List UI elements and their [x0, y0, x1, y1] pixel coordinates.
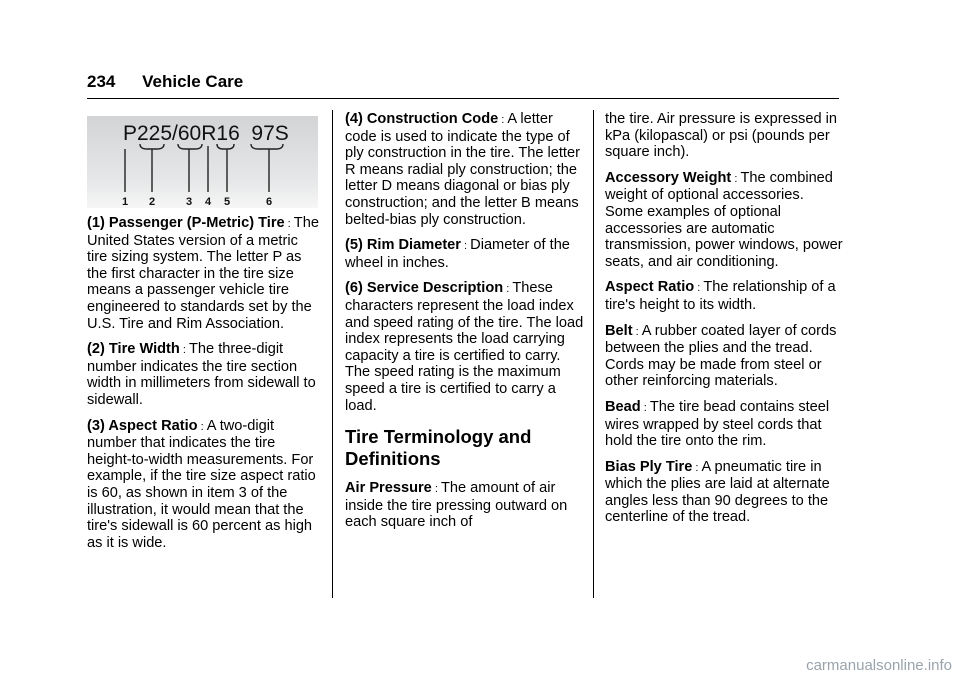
term: (4) Construction Code [345, 111, 499, 127]
term: (2) Tire Width [87, 341, 180, 358]
column-rule-1 [332, 110, 333, 598]
term-separator: : [460, 240, 471, 253]
section-header-title: Vehicle Care [142, 72, 244, 91]
term-separator: : [498, 114, 508, 126]
definition-bias-ply-tire [605, 459, 845, 526]
term: Accessory Weight [605, 169, 732, 186]
term-separator: : [503, 283, 513, 296]
definition-text: Diameter of the wheel in inches. [345, 237, 570, 271]
definition-tire-width [87, 341, 322, 408]
term: (6) Service Description [345, 280, 504, 297]
definition-passenger-tire [87, 215, 322, 332]
watermark-footer: carmanualsonline.info [806, 657, 952, 674]
callout-5: 5 [223, 196, 231, 208]
definition-aspect-ratio-item [87, 418, 322, 552]
term: Aspect Ratio [605, 279, 695, 296]
definition-bead [605, 399, 845, 450]
definition-accessory-weight [605, 170, 845, 271]
term-separator: : [694, 282, 704, 295]
callout-6: 6 [265, 196, 273, 208]
callout-3: 3 [185, 196, 193, 208]
section-title: Tire Terminology and Definitions [345, 426, 532, 470]
term: (3) Aspect Ratio [87, 417, 198, 434]
definition-text: The amount of air inside the tire pressing outward on each square inch of [345, 480, 568, 531]
column-2 [345, 108, 585, 540]
column-1 [87, 108, 322, 560]
definition-air-pressure [345, 480, 585, 531]
term-separator: : [179, 344, 190, 357]
term-separator: : [632, 325, 642, 338]
column-3 [605, 108, 845, 535]
callout-4: 4 [204, 196, 212, 208]
term-separator: : [197, 420, 207, 433]
definition-text: The three-digit number indicates the tire section width in millimeters from sidewall to sidewall. [87, 341, 316, 408]
callout-1: 1 [121, 196, 129, 208]
callout-2: 2 [148, 196, 156, 208]
term: (5) Rim Diameter [345, 237, 461, 254]
column-rule-2 [593, 110, 594, 598]
term: Belt [605, 322, 633, 339]
definition-text: A two-digit number that indicates the tire height-to-width measurements. For example, if the tire size aspect ratio is 60, as shown in item 3 of the illustration, it would mean that the tire's sidewall is 60 percent as high as it is wide. [87, 417, 316, 551]
tire-code-text: P225/60R16 97S [123, 122, 289, 145]
term-separator: : [692, 461, 702, 474]
tire-size-illustration [87, 116, 318, 208]
term: Bias Ply Tire [605, 458, 693, 475]
term-separator: : [284, 218, 294, 230]
definition-text: A letter code is used to indicate the type of ply construction in the tire. The letter R means radial ply construction; the letter D means diagonal or bias ply construction; and the letter B means belted-bias ply construction. [345, 111, 580, 228]
definition-text: These characters represent the load index and speed rating of the tire. The load index represents the load carrying capacity a tire is certified to carry. The speed rating is the maximum speed a tire is certified to carry a load. [345, 280, 584, 414]
term: Air Pressure [345, 480, 432, 497]
definition-text: A rubber coated layer of cords between the plies and the tread. Cords may be made from steel or other reinforcing materials. [605, 322, 837, 390]
term-separator: : [731, 172, 741, 185]
definition-text: The relationship of a tire's height to its width. [605, 279, 836, 313]
term-separator: : [431, 483, 441, 496]
air-pressure-continuation: the tire. Air pressure is expressed in kPa (kilopascal) or psi (pounds per square inch). [605, 111, 837, 161]
page-number: 234 [87, 72, 116, 91]
definition-aspect-ratio [605, 279, 845, 313]
definition-text: A pneumatic tire in which the plies are laid at alternate angles less than 90 degrees to the centerline of the tread. [605, 458, 830, 526]
definition-service-description [345, 280, 585, 414]
definition-text: The tire bead contains steel wires wrapped by steel cords that hold the tire onto the rim. [605, 398, 830, 450]
term: (1) Passenger (P-Metric) Tire [87, 215, 285, 231]
page-header [87, 72, 243, 92]
definition-belt [605, 323, 845, 390]
definition-text: The United States version of a metric tire sizing system. The letter P as the first character in the tire size means a passenger vehicle tire engineered to standards set by the U.S. Tire and Rim Association. [87, 215, 319, 332]
header-rule [87, 98, 839, 99]
definition-rim-diameter [345, 237, 585, 271]
term-separator: : [640, 401, 650, 414]
definition-text: The combined weight of optional accessories. Some examples of optional accessories are automatic transmission, power windows, power seats, and air conditioning. [605, 169, 843, 270]
definition-construction-code [345, 111, 585, 228]
term: Bead [605, 398, 641, 415]
